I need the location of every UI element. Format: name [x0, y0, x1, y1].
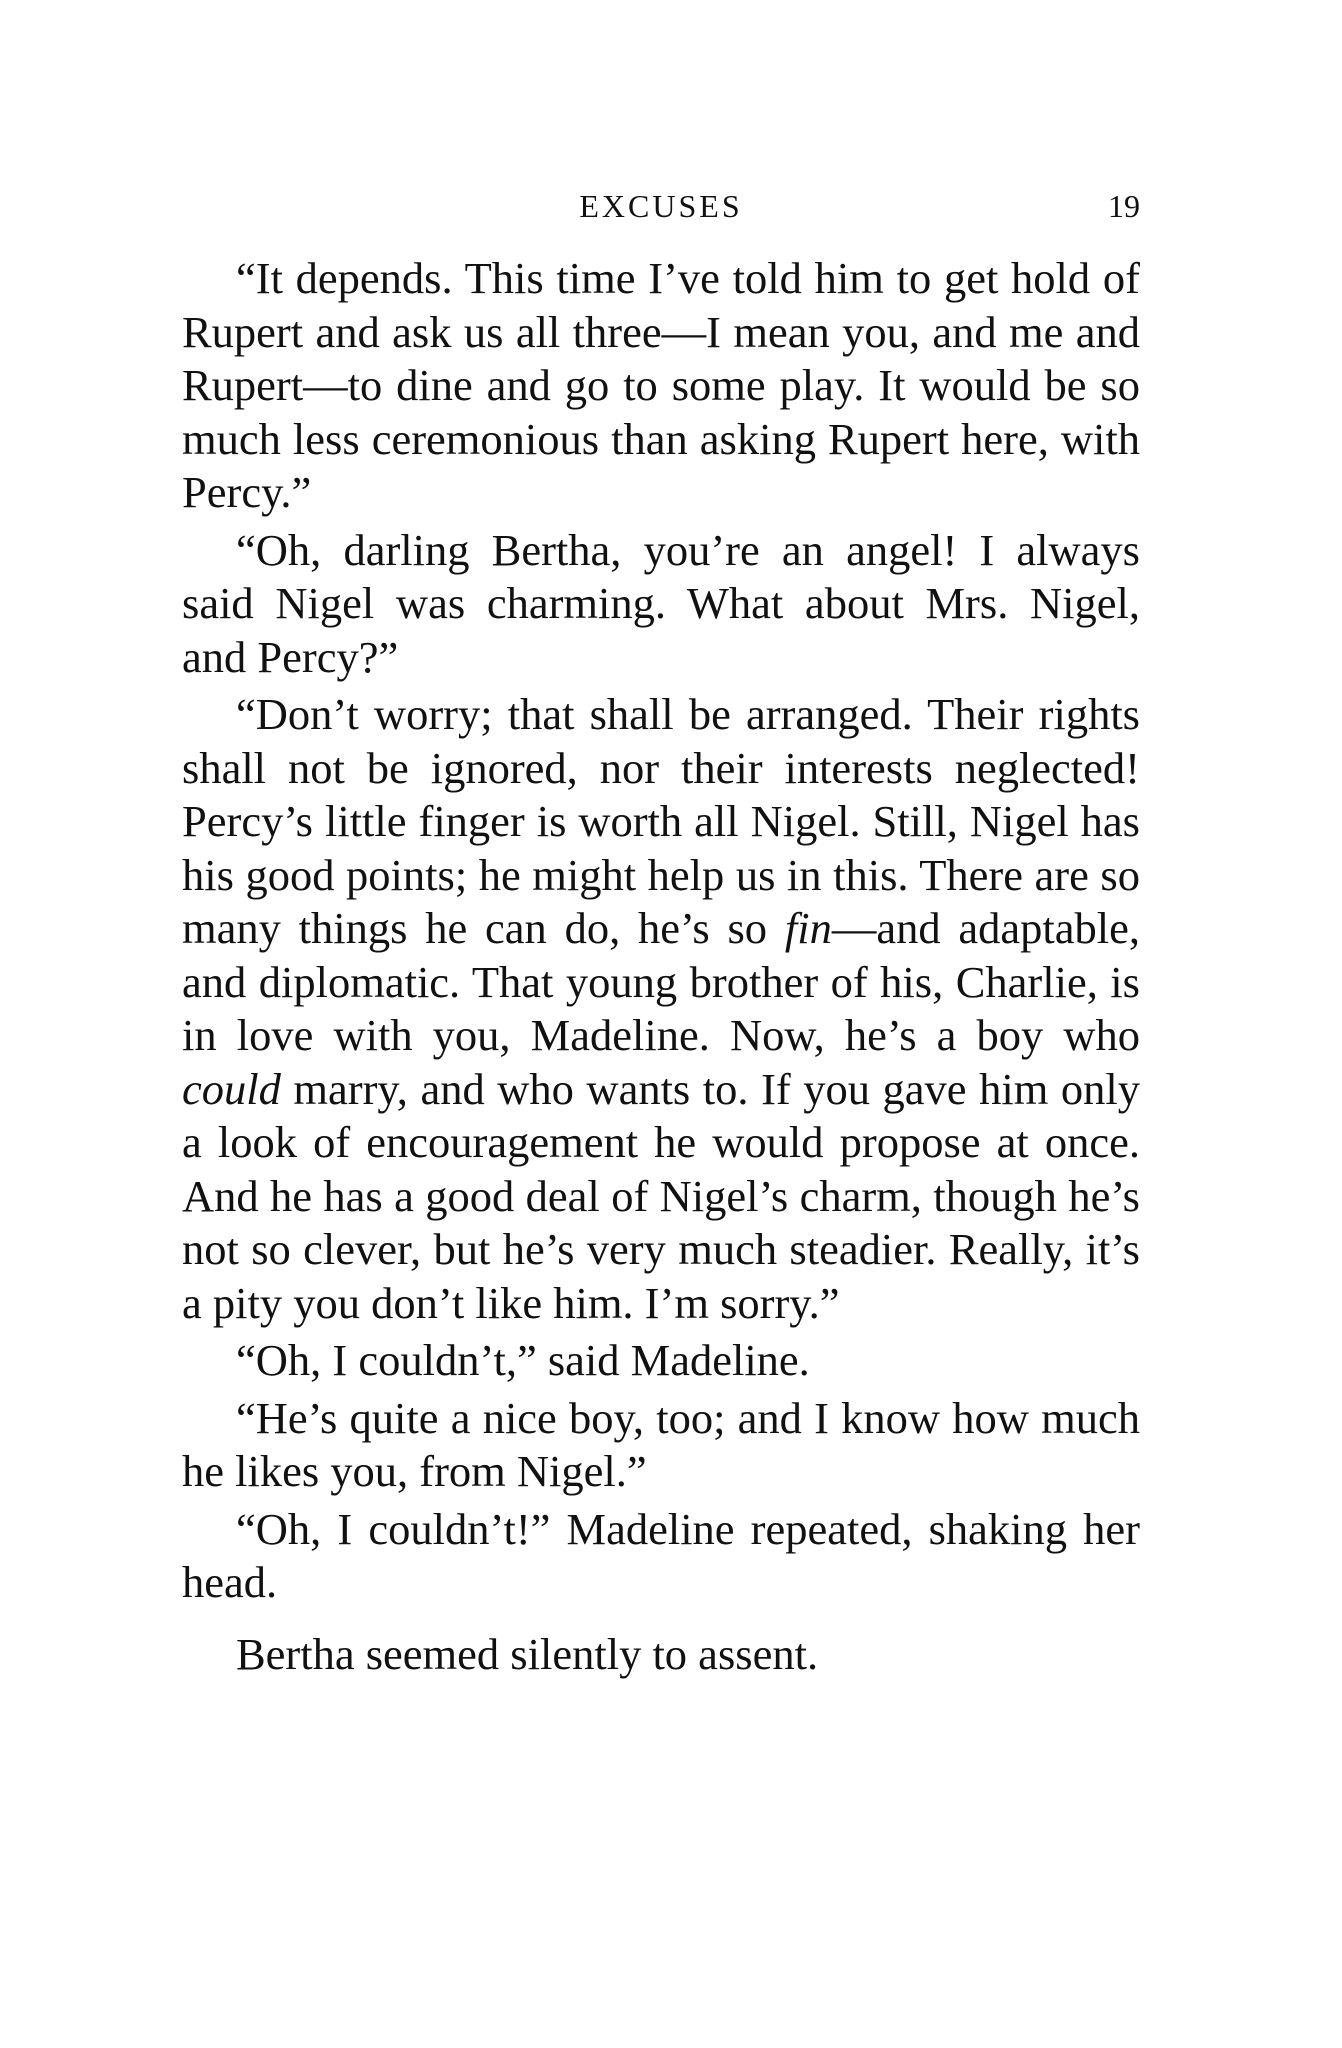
paragraph-7	[182, 1628, 1140, 1682]
text-segment: “He’s quite a nice boy, too; and I know how much he likes you, from Nigel.”	[182, 1392, 1140, 1496]
paragraph-2	[182, 524, 1140, 685]
page-number: 19	[1108, 188, 1140, 224]
running-title: EXCUSES	[579, 188, 743, 224]
text-segment: “Oh, I couldn’t!” Madeline repeated, shaking her head.	[182, 1503, 1140, 1607]
text-segment: —and adaptable, and diplomatic. That young brother of his, Charlie, is in love with you, Madeline. Now, he’s a boy who	[182, 903, 1140, 1060]
text-segment: “Oh, darling Bertha, you’re an angel! I always said Nigel was charming. What about Mrs. Nigel, and Percy?”	[182, 524, 1140, 682]
paragraph-6	[182, 1503, 1140, 1610]
paragraph-3	[182, 688, 1140, 1330]
text-segment: “It depends. This time I’ve told him to get hold of Rupert and ask us all three—I mean you, and me and Rupert—to dine and go to some play. It would be so much less ceremonious than asking Rupert here, with Percy.”	[182, 253, 1140, 517]
body-text	[182, 252, 1140, 1681]
running-head	[182, 188, 1140, 232]
text-segment: marry, and who wants to. If you gave him only a look of encouragement he would propose at once. And he has a good deal of Nigel’s charm, though he’s not so clever, but he’s very much steadier. Really, it’s a pity you don’t like him. I’m sorry.”	[182, 1063, 1140, 1328]
paragraph-4	[182, 1334, 1140, 1388]
text-segment: “Don’t worry; that shall be arranged. Their rights shall not be ignored, nor their interests neglected! Percy’s little finger is worth all Nigel. Still, Nigel has his good points; he might help us in this. There are so many things he can do, he’s so	[182, 689, 1140, 953]
italic-word: could	[182, 1063, 281, 1114]
italic-word: fin	[784, 903, 832, 953]
text-segment: “Oh, I couldn’t,” said Madeline.	[236, 1335, 810, 1385]
paragraph-1	[182, 252, 1140, 520]
paragraph-5	[182, 1392, 1140, 1499]
text-segment: Bertha seemed silently to assent.	[236, 1628, 819, 1679]
